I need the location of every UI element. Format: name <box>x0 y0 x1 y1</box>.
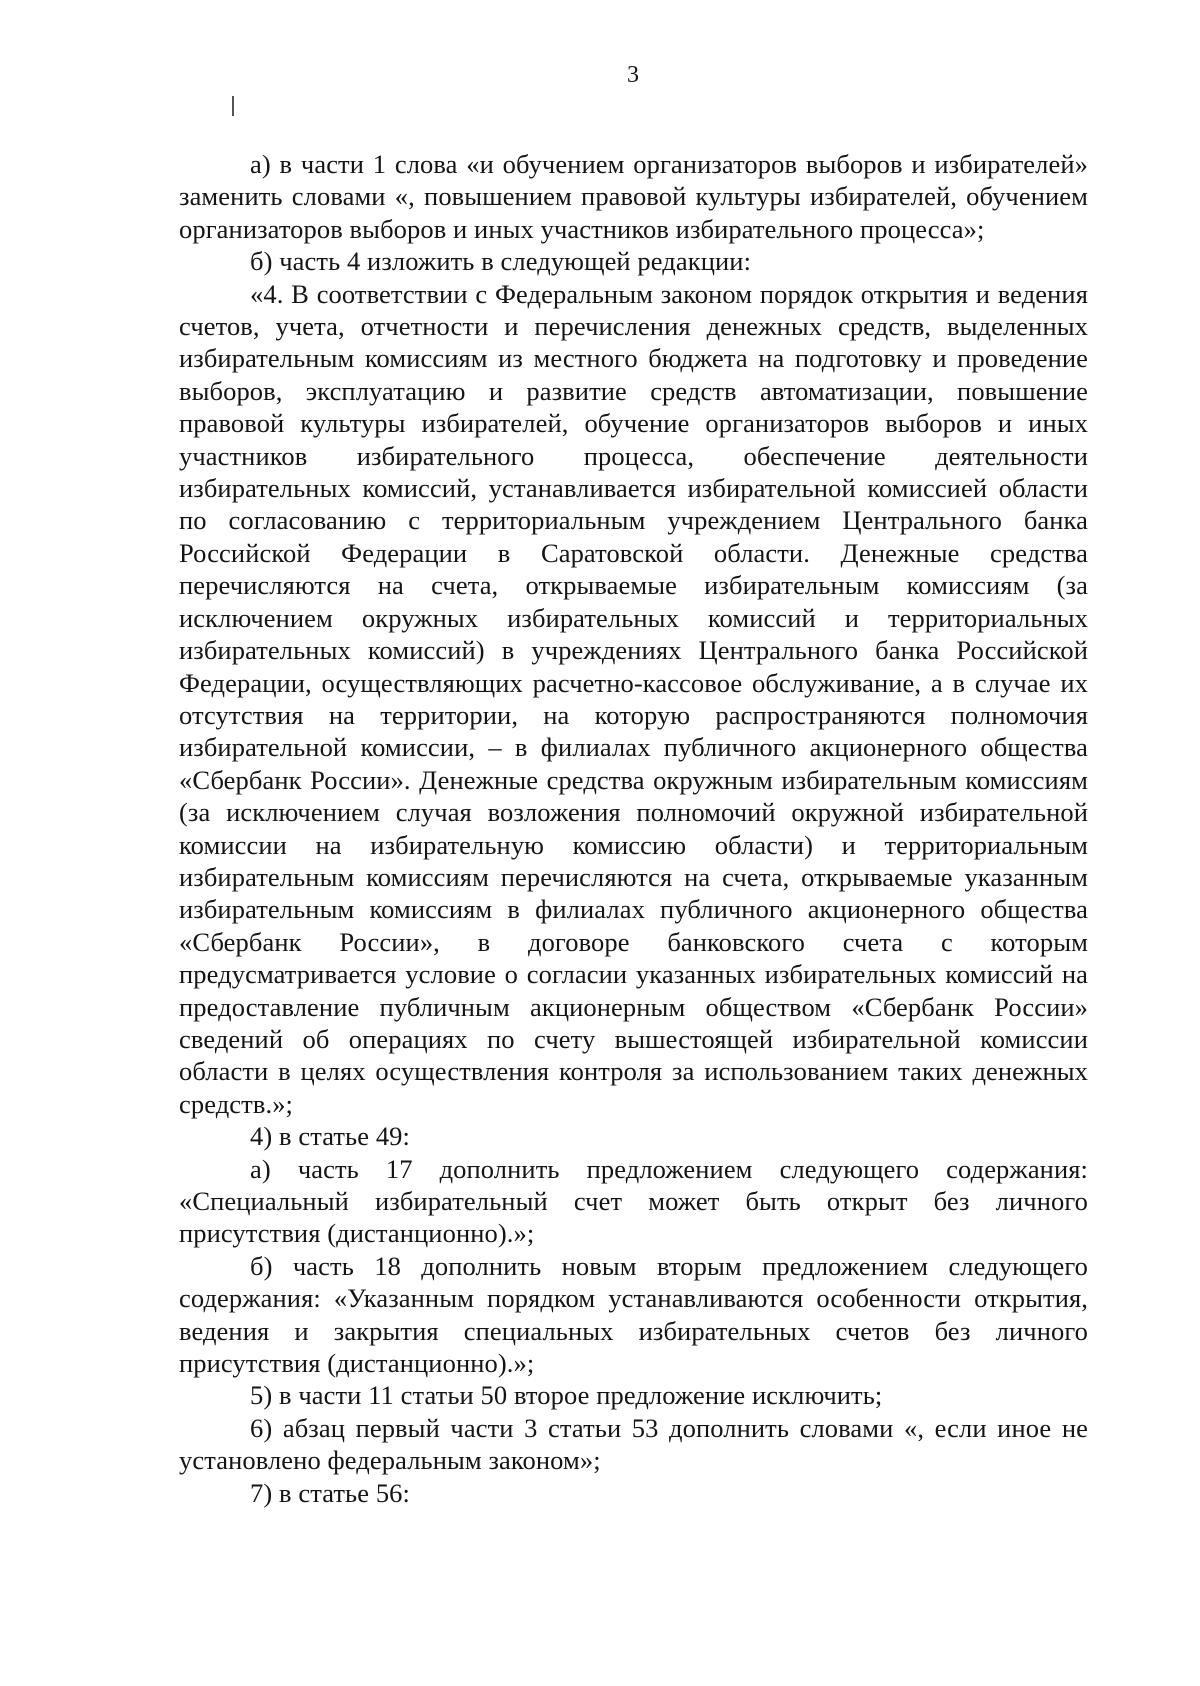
paragraph-item-4-article-49: 4) в статье 49: <box>250 1121 410 1152</box>
paragraph-item-4a-part-17: а) часть 17 дополнить предложением следующего содержания: «Специальный избирательный счет может быть открыт без личного присутствия (дистанционно).»; <box>179 1153 1088 1249</box>
paragraph-amendment-b-part-4: б) часть 4 изложить в следующей редакции: <box>250 246 752 277</box>
paragraph-item-4b-part-18: б) часть 18 дополнить новым вторым предложением следующего содержания: «Указанным порядком устанавливаются особенности открытия, ведения и закрытия специальных избирательных счетов без личного присутствия (дистанционно).»; <box>179 1250 1088 1379</box>
paragraph-item-7-article-56: 7) в статье 56: <box>250 1477 410 1508</box>
paragraph-amendment-a-part-1: а) в части 1 слова «и обучением организаторов выборов и избирателей» заменить словами «, повышением правовой культуры избирателей, обучением организаторов выборов и иных участников избирательного процесса»; <box>179 149 1088 244</box>
page-number: 3 <box>627 62 639 88</box>
scan-artifact-mark <box>232 96 234 116</box>
paragraph-new-part-4-text: «4. В соответствии с Федеральным законом порядок открытия и ведения счетов, учета, отчетности и перечисления денежных средств, выделенных избирательным комиссиям из местного бюджета на подготовку и проведение выборов, эксплуатацию и развитие средств автоматизации, повышение правовой культуры избирателей, обучение организаторов выборов и иных участников избирательного процесса, обеспечение деятельности избирательных комиссий, устанавливается избирательной комиссией области по согласованию с территориальным учреждением Центрального банка Российской Федерации в Саратовской области. Денежные средства перечисляются на счета, открываемые избирательным комиссиям (за исключением окружных избирательных комиссий и территориальных избирательных комиссий) в учреждениях Центрального банка Российской Федерации, осуществляющих расчетно-кассовое обслуживание, а в случае их отсутствия на территории, на которую распространяются полномочия избирательной комиссии, – в филиалах публичного акционерного общества «Сбербанк России». Денежные средства окружным избирательным комиссиям (за исключением случая возложения полномочий окружной избирательной комиссии на избирательную комиссию области) и территориальным избирательным комиссиям перечисляются на счета, открываемые указанным избирательным комиссиям в филиалах публичного акционерного общества «Сбербанк России», в договоре банковского счета с которым предусматривается условие о согласии указанных избирательных комиссий на предоставление публичным акционерным обществом «Сбербанк России» сведений об операциях по счету вышестоящей избирательной комиссии области в целях осуществления контроля за использованием таких денежных средств.»; <box>179 278 1088 1119</box>
paragraph-item-5-article-50: 5) в части 11 статьи 50 второе предложение исключить; <box>250 1380 883 1411</box>
paragraph-item-6-article-53: 6) абзац первый части 3 статьи 53 дополнить словами «, если иное не установлено федеральным законом»; <box>179 1412 1088 1476</box>
document-body <box>179 148 1088 1509</box>
